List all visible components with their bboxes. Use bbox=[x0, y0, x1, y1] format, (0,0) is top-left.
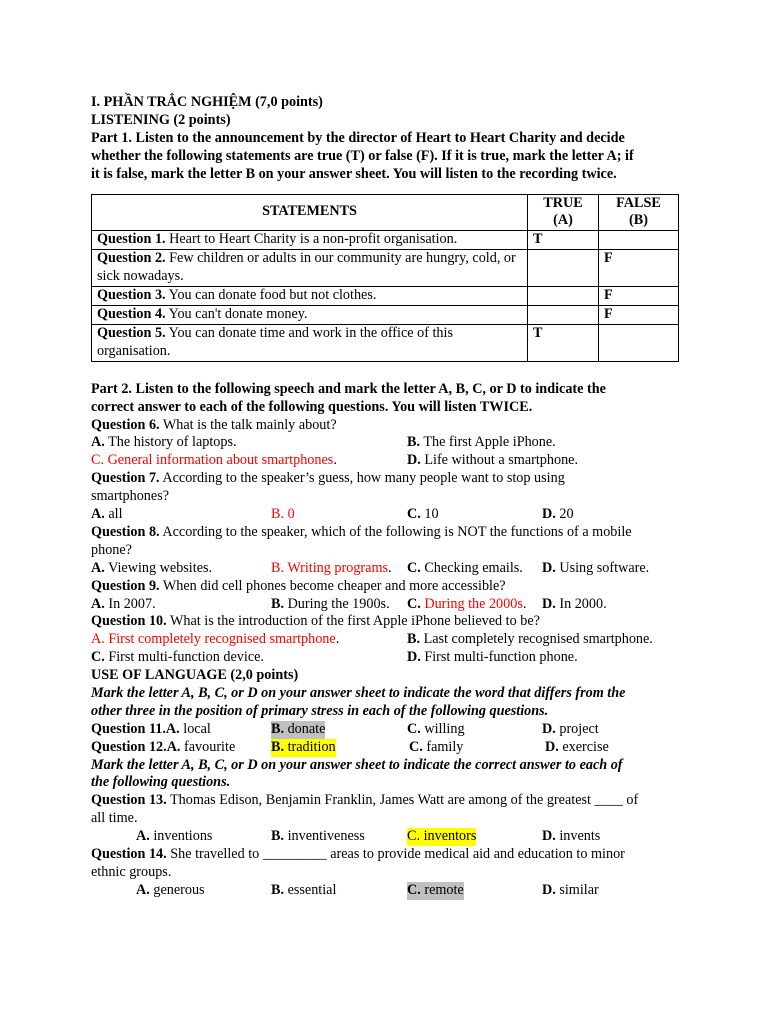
part1-instruction: Part 1. Listen to the announcement by the director of Heart to Heart Charity and decide whether the following statements are true (T) or false (F). If it is true, mark the letter A; if it is false, mark the letter B on your answer sheet. You will listen to the recording twice. bbox=[91, 129, 634, 182]
exam-page: I. PHẦN TRẮC NGHIỆM (7,0 points) LISTENING (2 points) Part 1. Listen to the announcement by the director of Heart to Heart Charity and decide whether the following statements are true (T) or false (F). If it is true, mark the letter A; if it is false, mark the letter B on your answer sheet. You will listen to the recording twice. STATEMENTS TRUE (A) FALSE (B) Question 1. Heart to Heart Charity is a non-profit organisation. T Question 2. Few children or adults in our community are hungry, cold, or sick nowadays. F Question 3. You can donate food but not clothes. F Question 4. You can't donate money. F Question 5. You can donate time and work in the office of this organisation. T Part 2. Listen to the following speech and mark the letter A, B, C, or D to indicate the correct answer to each of the following questions. You will listen TWICE. Question 6. What is the talk mainly about? A. The history of laptops. B. The first Apple iPhone. C. General information about smartphones. D. Life without a smartphone. Question 7. According to the speaker’s guess, how many people want to stop using smartphones? A. all B. 0 C. 10 D. 20 Question 8. According to the speaker, which of the following is NOT the functions of a mobile phone? A. Viewing websites. B. Writing programs. C. Checking emails. D. Using software. Question 9. When did cell phones become cheaper and more accessible? A. In 2007. B. During the 1900s. C. During the 2000s. D. In 2000. Question 10. What is the introduction of the first Apple iPhone believed to be? A. First completely recognised smartphone. B. Last completely recognised smartphone. C. First multi-function device. D. First multi-function phone. USE OF LANGUAGE (2,0 points) Mark the letter A, B, C, or D on your answer sheet to indicate the word that differs from the other three in the position of primary stress in each of the following questions. Question 11.A. local B. donate C. willing D. project Question 12.A. favourite B. tradition C. family D. exercise Mark the letter A, B, C, or D on your answer sheet to indicate the correct answer to each of the following questions. Question 13. Thomas Edison, Benjamin Franklin, James Watt are among of the greatest ____ of all time. A. inventions B. inventiveness C. inventors D. invents Question 14. She travelled to _________ areas to provide medical aid and education to minor ethnic groups. A. generous B. essential C. remote D. similar bbox=[91, 94, 677, 900]
q6-option-d: D. Life without a smartphone. bbox=[407, 452, 579, 469]
q14-options bbox=[91, 882, 677, 900]
false-cell: F bbox=[599, 250, 679, 287]
language-instruction-1: Mark the letter A, B, C, or D on your answer sheet to indicate the word that differs from the other three in the position of primary stress in each of the following questions. bbox=[91, 684, 626, 719]
q12-option-b: B. tradition bbox=[271, 738, 336, 755]
q6-option-a: A. The history of laptops. bbox=[91, 434, 237, 451]
q8-option-b: B. Writing programs. bbox=[271, 559, 392, 576]
q10-option-c: C. First multi-function device. bbox=[91, 649, 264, 666]
q13-option-c: C. inventors bbox=[407, 828, 477, 845]
question-14: Question 14. She travelled to _________ areas to provide medical aid and education to minor bbox=[91, 846, 625, 863]
table-row: Question 2. Few children or adults in our community are hungry, cold, or sick nowadays. F bbox=[92, 250, 679, 287]
question-9: Question 9. When did cell phones become cheaper and more accessible? bbox=[91, 577, 506, 594]
q13-option-b: B. inventiveness bbox=[271, 828, 365, 845]
q9-options bbox=[91, 596, 677, 614]
q11-option-d: D. project bbox=[542, 720, 599, 737]
header-false: FALSE (B) bbox=[599, 194, 679, 231]
q12-option-d: D. exercise bbox=[545, 738, 609, 755]
table-row: Question 3. You can donate food but not clothes. F bbox=[92, 287, 679, 306]
question-7: Question 7. According to the speaker’s guess, how many people want to stop using bbox=[91, 470, 565, 487]
question-11 bbox=[91, 721, 677, 739]
header-true: TRUE (A) bbox=[528, 194, 599, 231]
q7-options bbox=[91, 506, 677, 524]
q9-option-c: C. During the 2000s. bbox=[407, 595, 527, 612]
q10-option-d: D. First multi-function phone. bbox=[407, 649, 578, 666]
q8-options bbox=[91, 560, 677, 578]
q10-option-b: B. Last completely recognised smartphone. bbox=[407, 631, 653, 648]
table-row: Question 4. You can't donate money. F bbox=[92, 305, 679, 324]
true-cell: T bbox=[528, 324, 599, 361]
language-title: USE OF LANGUAGE (2,0 points) bbox=[91, 667, 299, 684]
q8-option-c: C. Checking emails. bbox=[407, 559, 523, 576]
q7-option-d: D. 20 bbox=[542, 506, 574, 522]
q10-option-a: A. First completely recognised smartphone. bbox=[91, 631, 340, 648]
table-row: Question 5. You can donate time and work in the office of this organisation. T bbox=[92, 324, 679, 361]
true-cell bbox=[528, 287, 599, 306]
true-cell bbox=[528, 250, 599, 287]
q9-option-b: B. During the 1900s. bbox=[271, 595, 390, 612]
false-cell bbox=[599, 231, 679, 250]
q9-option-d: D. In 2000. bbox=[542, 595, 607, 612]
q6-options-row2 bbox=[91, 452, 677, 470]
q12-option-a: Question 12.A. favourite bbox=[91, 738, 236, 755]
true-cell: T bbox=[528, 231, 599, 250]
q10-options-row2 bbox=[91, 649, 677, 667]
q6-option-c: C. General information about smartphones. bbox=[91, 452, 337, 469]
q14-option-b: B. essential bbox=[271, 881, 337, 898]
q6-options-row1 bbox=[91, 434, 677, 452]
table-header bbox=[92, 194, 679, 231]
q14-option-a: A. generous bbox=[136, 881, 205, 898]
q8-option-a: A. Viewing websites. bbox=[91, 559, 213, 576]
q14-option-d: D. similar bbox=[542, 881, 599, 898]
q7-option-c: C. 10 bbox=[407, 506, 439, 522]
table-row: Question 1. Heart to Heart Charity is a non-profit organisation. T bbox=[92, 231, 679, 250]
header-statements: STATEMENTS bbox=[92, 194, 528, 231]
q11-option-c: C. willing bbox=[407, 720, 465, 737]
question-6: Question 6. What is the talk mainly about? bbox=[91, 416, 337, 433]
question-8: Question 8. According to the speaker, which of the following is NOT the functions of a mobile bbox=[91, 523, 632, 540]
q10-options-row1 bbox=[91, 631, 677, 649]
q14-option-c: C. remote bbox=[407, 881, 464, 898]
question-12 bbox=[91, 739, 677, 757]
listening-title: LISTENING (2 points) bbox=[91, 111, 231, 128]
q13-options bbox=[91, 828, 677, 846]
section-title: I. PHẦN TRẮC NGHIỆM (7,0 points) bbox=[91, 94, 323, 110]
q6-option-b: B. The first Apple iPhone. bbox=[407, 434, 556, 451]
q9-option-a: A. In 2007. bbox=[91, 595, 156, 612]
q13-option-a: A. inventions bbox=[136, 828, 213, 845]
true-cell bbox=[528, 305, 599, 324]
q8-option-d: D. Using software. bbox=[542, 559, 650, 576]
false-cell: F bbox=[599, 287, 679, 306]
false-cell: F bbox=[599, 305, 679, 324]
q7-option-b: B. 0 bbox=[271, 506, 295, 522]
part2-instruction: Part 2. Listen to the following speech and mark the letter A, B, C, or D to indicate the correct answer to each of the following questions. You will listen TWICE. bbox=[91, 380, 606, 415]
q13-option-d: D. invents bbox=[542, 828, 601, 845]
q7-option-a: A. all bbox=[91, 506, 123, 522]
statements-table bbox=[91, 194, 679, 362]
q11-option-a: Question 11.A. local bbox=[91, 720, 211, 737]
question-10: Question 10. What is the introduction of the first Apple iPhone believed to be? bbox=[91, 613, 540, 630]
question-13: Question 13. Thomas Edison, Benjamin Franklin, James Watt are among of the greatest ____ of bbox=[91, 792, 639, 809]
q12-option-c: C. family bbox=[409, 738, 464, 755]
language-instruction-2: Mark the letter A, B, C, or D on your answer sheet to indicate the correct answer to each of the following questions. bbox=[91, 756, 623, 791]
false-cell bbox=[599, 324, 679, 361]
q11-option-b: B. donate bbox=[271, 720, 326, 737]
